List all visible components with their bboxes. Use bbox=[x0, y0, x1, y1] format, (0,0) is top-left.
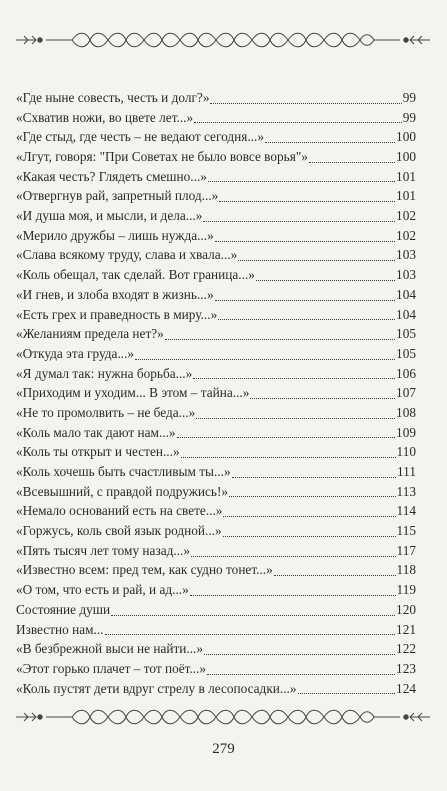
toc-entry-title: «Всевышний, с правдой подружись!» bbox=[16, 483, 229, 499]
toc-entry-page: 124 bbox=[396, 680, 416, 696]
toc-entry bbox=[16, 501, 416, 521]
toc-entry-page: 108 bbox=[396, 404, 416, 420]
dot-leader bbox=[232, 477, 396, 478]
toc-entry-title: «Известно всем: пред тем, как судно тонет...» bbox=[16, 562, 273, 578]
dot-leader bbox=[208, 181, 395, 182]
dot-leader bbox=[105, 634, 396, 635]
toc-entry-title: «Слава всякому труду, слава и хвала...» bbox=[16, 247, 238, 263]
toc-entry-title: «Какая честь? Глядеть смешно...» bbox=[16, 168, 207, 184]
toc-entry-title: «Коль ты открыт и честен...» bbox=[16, 444, 180, 460]
dot-leader bbox=[111, 615, 395, 616]
dot-leader bbox=[181, 457, 396, 458]
toc-entry bbox=[16, 383, 416, 403]
toc-entry-title: «Желаниям предела нет?» bbox=[16, 326, 164, 342]
toc-entry bbox=[16, 265, 416, 285]
dot-leader bbox=[204, 654, 395, 655]
toc-entry bbox=[16, 442, 416, 462]
toc-entry-title: «Этот горько плачет – тот поёт...» bbox=[16, 660, 207, 676]
toc-entry-title: «И гнев, и злоба входят в жизнь...» bbox=[16, 286, 214, 302]
dot-leader bbox=[274, 575, 396, 576]
toc-entry-page: 103 bbox=[396, 267, 416, 283]
toc-entry-title: «Есть грех и праведность в миру...» bbox=[16, 306, 218, 322]
toc-entry-title: «Не то промолвить – не беда...» bbox=[16, 404, 196, 420]
dot-leader bbox=[191, 556, 396, 557]
toc-entry-page: 102 bbox=[396, 208, 416, 224]
dot-leader bbox=[218, 319, 395, 320]
toc-entry-title: «Пять тысяч лет тому назад...» bbox=[16, 542, 190, 558]
toc-entry bbox=[16, 226, 416, 246]
dot-leader bbox=[256, 280, 395, 281]
toc-entry-title: «Коль хочешь быть счастливым ты...» bbox=[16, 464, 231, 480]
toc-entry-title: «Схватив ножи, во цвете лет...» bbox=[16, 109, 194, 125]
toc-entry-page: 117 bbox=[396, 542, 416, 558]
toc-entry-title: «Приходим и уходим... В этом – тайна...» bbox=[16, 385, 250, 401]
toc-entry-page: 105 bbox=[396, 326, 416, 342]
toc-entry-page: 109 bbox=[396, 424, 416, 440]
dot-leader bbox=[215, 300, 395, 301]
toc-entry-title: «Где ныне совесть, честь и долг?» bbox=[16, 89, 210, 105]
toc-entry bbox=[16, 620, 416, 640]
dot-leader bbox=[190, 595, 396, 596]
toc-entry bbox=[16, 639, 416, 659]
toc-entry-title: «Коль обещал, так сделай. Вот граница...» bbox=[16, 267, 255, 283]
toc-entry bbox=[16, 344, 416, 364]
toc-entry-page: 114 bbox=[396, 503, 416, 519]
toc-entry-page: 106 bbox=[396, 365, 416, 381]
toc-entry bbox=[16, 679, 416, 699]
toc-entry-title: Известно нам... bbox=[16, 621, 104, 637]
top-ornament-border bbox=[14, 29, 432, 51]
toc-entry bbox=[16, 88, 416, 108]
toc-entry bbox=[16, 147, 416, 167]
toc-entry-page: 118 bbox=[396, 562, 416, 578]
toc-entry bbox=[16, 127, 416, 147]
dot-leader bbox=[309, 162, 395, 163]
dot-leader bbox=[223, 516, 395, 517]
toc-entry-title: «Где стыд, где честь – не ведают сегодня...» bbox=[16, 129, 264, 145]
dot-leader bbox=[298, 693, 396, 694]
toc-entry-page: 101 bbox=[396, 188, 416, 204]
toc-entry-title: «Откуда эта груда...» bbox=[16, 345, 135, 361]
toc-entry-page: 123 bbox=[396, 660, 416, 676]
toc-entry-page: 113 bbox=[396, 483, 416, 499]
dot-leader bbox=[135, 359, 395, 360]
dot-leader bbox=[194, 122, 402, 123]
dot-leader bbox=[229, 496, 395, 497]
dot-leader bbox=[219, 201, 395, 202]
toc-entry bbox=[16, 186, 416, 206]
toc-entry-page: 115 bbox=[396, 523, 416, 539]
dot-leader bbox=[207, 674, 395, 675]
dot-leader bbox=[215, 241, 395, 242]
toc-entry-page: 102 bbox=[396, 227, 416, 243]
toc-entry-title: «В безбрежной выси не найти...» bbox=[16, 641, 204, 657]
toc-entry-page: 105 bbox=[396, 345, 416, 361]
toc-entry-title: «Мерило дружбы – лишь нужда...» bbox=[16, 227, 214, 243]
toc-entry-title: «Горжусь, коль свой язык родной...» bbox=[16, 523, 222, 539]
toc-entry-page: 99 bbox=[402, 109, 416, 125]
toc-entry-title: Состояние души bbox=[16, 601, 111, 617]
toc-entry-page: 104 bbox=[396, 286, 416, 302]
toc-entry bbox=[16, 521, 416, 541]
dot-leader bbox=[265, 142, 395, 143]
toc-entry-title: «О том, что есть и рай, и ад...» bbox=[16, 582, 189, 598]
toc-entry bbox=[16, 285, 416, 305]
toc-entry bbox=[16, 423, 416, 443]
toc-entry bbox=[16, 600, 416, 620]
toc-entry bbox=[16, 659, 416, 679]
toc-entry bbox=[16, 462, 416, 482]
toc-entry bbox=[16, 206, 416, 226]
toc-entry bbox=[16, 246, 416, 266]
table-of-contents bbox=[16, 88, 416, 698]
toc-entry bbox=[16, 305, 416, 325]
dot-leader bbox=[193, 378, 395, 379]
toc-entry-page: 111 bbox=[397, 464, 416, 480]
toc-entry-title: «И душа моя, и мысли, и дела...» bbox=[16, 208, 203, 224]
page-number: 279 bbox=[212, 741, 235, 757]
dot-leader bbox=[203, 221, 395, 222]
dot-leader bbox=[223, 536, 396, 537]
toc-entry bbox=[16, 364, 416, 384]
toc-entry-page: 120 bbox=[396, 601, 416, 617]
toc-entry-page: 122 bbox=[396, 641, 416, 657]
dot-leader bbox=[250, 398, 395, 399]
toc-entry-title: «Немало оснований есть на свете...» bbox=[16, 503, 223, 519]
toc-entry-page: 101 bbox=[396, 168, 416, 184]
toc-entry-page: 99 bbox=[402, 89, 416, 105]
toc-entry bbox=[16, 324, 416, 344]
toc-entry bbox=[16, 561, 416, 581]
bottom-ornament-border bbox=[14, 706, 432, 728]
toc-entry bbox=[16, 482, 416, 502]
dot-leader bbox=[196, 418, 395, 419]
toc-entry-page: 104 bbox=[396, 306, 416, 322]
toc-entry-page: 100 bbox=[396, 149, 416, 165]
toc-entry-title: «Лгут, говоря: "При Советах не было вовсе ворья"» bbox=[16, 149, 308, 165]
dot-leader bbox=[210, 103, 401, 104]
toc-entry-title: «Отвергнув рай, запретный плод...» bbox=[16, 188, 219, 204]
toc-entry-page: 121 bbox=[396, 621, 416, 637]
toc-entry bbox=[16, 403, 416, 423]
toc-entry-title: «Я думал так: нужна борьба...» bbox=[16, 365, 193, 381]
toc-entry-title: «Коль мало так дают нам...» bbox=[16, 424, 176, 440]
toc-entry bbox=[16, 108, 416, 128]
toc-entry-page: 119 bbox=[396, 582, 416, 598]
dot-leader bbox=[177, 437, 395, 438]
toc-entry-page: 107 bbox=[396, 385, 416, 401]
toc-entry bbox=[16, 580, 416, 600]
toc-entry-page: 100 bbox=[396, 129, 416, 145]
toc-entry bbox=[16, 167, 416, 187]
toc-entry-title: «Коль пустят дети вдруг стрелу в лесопосадки...» bbox=[16, 680, 297, 696]
toc-entry-page: 110 bbox=[396, 444, 416, 460]
toc-entry bbox=[16, 541, 416, 561]
dot-leader bbox=[238, 260, 395, 261]
toc-entry-page: 103 bbox=[396, 247, 416, 263]
dot-leader bbox=[165, 339, 395, 340]
